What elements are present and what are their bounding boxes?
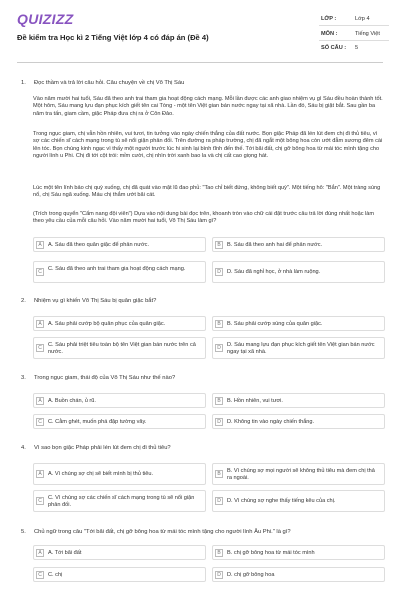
option-text: C. Sáu phải triệt tiêu toàn bộ tên Việt gian bán nước trên cả nước. (48, 342, 196, 355)
option-text: B. Sáu đã theo anh hai để phản nước. (227, 242, 323, 248)
reading-paragraph: Vào năm mười hai tuổi, Sáu đã theo anh trai tham gia hoạt động cách mạng. Mỗi lần được các anh giao nhiệm vụ gì Sáu đều hoàn thành tốt. Một hôm, Sáu mang lựu đạn phục kích giết tên cai Tòng - một tên Việt gian bán nước ngay tại xã nhà. Lần đó, Sáu bị giặt bắt. Sau gần ba năm tra tấn, giam cầm, giặc Pháp đưa chị ra ở Côn Đảo. (33, 96, 383, 117)
option-letter-box: B (215, 397, 223, 405)
option-text: A. Sáu đã theo quân giặc để phản nước. (48, 242, 150, 248)
option-letter-box: D (215, 571, 223, 579)
meta-value: Tiếng Việt (355, 31, 380, 37)
answer-option[interactable] (33, 316, 206, 331)
option-text: D. Không tin vào ngày chiến thắng. (227, 419, 315, 425)
option-letter-box: A (36, 549, 44, 557)
answer-option[interactable] (212, 237, 385, 252)
option-letter-box: A (36, 397, 44, 405)
option-text: B. Hồn nhiên, vui tươi. (227, 398, 283, 404)
option-text: B. chị gỡ bông hoa từ mái tóc mình (227, 550, 315, 556)
option-text: D. chị gỡ bông hoa (227, 572, 275, 578)
answer-option[interactable] (33, 261, 206, 283)
option-letter-box: B (215, 470, 223, 478)
answer-option[interactable] (33, 393, 206, 408)
option-letter-box: D (215, 497, 223, 505)
worksheet-header (0, 0, 400, 60)
option-text: D. Vì chúng sợ nghe thấy tiếng kêu của chị. (227, 498, 336, 504)
answer-option[interactable] (212, 567, 385, 582)
answer-option[interactable] (212, 414, 385, 429)
option-text: A. Tới bãi đất (48, 550, 82, 556)
option-letter-box: A (36, 320, 44, 328)
option-letter-box: C (36, 571, 44, 579)
question-text: Trong ngục giam, thái độ của Võ Thị Sáu như thế nào? (34, 375, 176, 381)
option-letter-box: D (215, 268, 223, 276)
option-letter-box: C (36, 268, 44, 276)
meta-key: MÔN : (321, 31, 338, 37)
option-letter-box: C (36, 418, 44, 426)
option-text: D. Sáu đã nghỉ học, ở nhà làm ruộng. (227, 269, 321, 275)
answer-option[interactable] (212, 261, 385, 283)
option-letter-box: C (36, 344, 44, 352)
question-text: Nhiệm vụ gì khiến Võ Thị Sáu bị quân giặc bắt? (34, 298, 157, 304)
option-letter-box: D (215, 418, 223, 426)
answer-option[interactable] (212, 490, 385, 512)
option-letter-box: A (36, 470, 44, 478)
option-text: C. chị (48, 572, 63, 578)
option-letter-box: A (36, 241, 44, 249)
option-text: A. Vì chúng sợ chị sẽ biết mình bị thủ tiêu. (48, 471, 154, 477)
option-letter-box: B (215, 241, 223, 249)
option-text: B. Vì chúng sợ mọi người sẽ không thủ tiêu mà đem chị thả ra ngoài. (227, 468, 375, 481)
question-number: 1. (21, 80, 26, 86)
answer-option[interactable] (33, 463, 206, 485)
answer-option[interactable] (212, 316, 385, 331)
option-text: C. Sáu đã theo anh trai tham gia hoạt động cách mạng. (48, 266, 186, 272)
answer-option[interactable] (33, 490, 206, 512)
option-letter-box: B (215, 320, 223, 328)
meta-divider (319, 25, 389, 26)
answer-option[interactable] (33, 237, 206, 252)
worksheet-title: Đề kiểm tra Học kì 2 Tiếng Việt lớp 4 có đáp án (Đề 4) (17, 33, 209, 42)
question-text: Vì sao bọn giặc Pháp phải lén lút đem chị đi thủ tiêu? (34, 445, 171, 451)
answer-option[interactable] (33, 414, 206, 429)
reading-paragraph: (Trích trong quyển "Cẩm nang đội viên") Dựa vào nội dung bài đọc trên, khoanh tròn vào chữ cái đặt trước câu trả lời đúng nhất hoặc làm theo yêu cầu của mỗi câu hỏi. Vào năm mười hai tuổi, Võ Thị Sáu làm gì? (33, 211, 375, 225)
option-text: D. Sáu mang lựu đạn phục kích giết tên Việt gian bán nước ngay tại xã nhà. (227, 342, 375, 355)
meta-key: LỚP : (321, 16, 337, 22)
quizizz-logo: QUIZIZZ (17, 11, 74, 27)
question-number: 2. (21, 298, 26, 304)
reading-paragraph: Lúc một tên lính bảo chị quỳ xuống, chị đã quát vào mặt lũ đao phủ: "Tao chỉ biết đứng, không biết quỳ". Một tiếng hô: "Bắn". Một tràng súng nổ, chị Sáu ngã xuống. Máu chị thắm ướt bãi cát. (33, 185, 381, 199)
meta-value: 5 (355, 45, 359, 51)
header-divider (17, 62, 383, 63)
question-number: 3. (21, 375, 26, 381)
meta-key: SỐ CÂU : (321, 45, 347, 51)
option-text: C. Vì chúng sợ các chiến sĩ cách mạng trong tù sẽ nổi giận phản đối. (48, 495, 195, 508)
answer-option[interactable] (33, 337, 206, 359)
option-text: A. Buồn chán, ủ rũ. (48, 398, 96, 404)
answer-option[interactable] (33, 567, 206, 582)
question-text: Đọc thầm và trả lời câu hỏi. Câu chuyện về chị Võ Thị Sáu (34, 80, 185, 86)
question-number: 4. (21, 445, 26, 451)
option-text: B. Sáu phải cướp súng của quân giặc. (227, 321, 323, 327)
answer-option[interactable] (212, 463, 385, 485)
option-letter-box: D (215, 344, 223, 352)
option-letter-box: C (36, 497, 44, 505)
reading-paragraph: Trong ngục giam, chị vẫn hồn nhiên, vui tươi, tin tưởng vào ngày chiến thắng của đất nước. Bọn giặc Pháp đã lén lút đem chị đi thủ tiêu, vì sợ các chiến sĩ cách mạng trong tù sẽ nổi giận phản đối. Trên đường ra pháp trường, chị đã ngắt một bông hoa còn ướt đẫm sương đêm cài lên tóc. Bọn chúng kinh ngạc vì thấy một người trước lúc hi sinh lại bình tĩnh đến thế. Tới bãi đất, chị gỡ bông hoa từ mái tóc mình tặng cho người lính u Phi. Chị đi tới cột trói: mỉm cười, chị nhìn trời xanh bao la và chị cất cao giọng hát. (33, 131, 383, 160)
question-text: Chủ ngữ trong câu "Tới bãi đất, chị gỡ bông hoa từ mái tóc mình tặng cho người lính Âu Phi." là gì? (34, 529, 291, 535)
meta-value: Lớp 4 (355, 16, 370, 22)
answer-option[interactable] (212, 393, 385, 408)
option-letter-box: B (215, 549, 223, 557)
option-text: A. Sáu phải cướp bộ quân phục của quân giặc. (48, 321, 166, 327)
meta-divider (319, 40, 389, 41)
option-text: C. Cằm ghét, muốn phá đập tường vây. (48, 419, 147, 425)
answer-option[interactable] (33, 545, 206, 560)
answer-option[interactable] (212, 337, 385, 359)
answer-option[interactable] (212, 545, 385, 560)
question-number: 5. (21, 529, 26, 535)
